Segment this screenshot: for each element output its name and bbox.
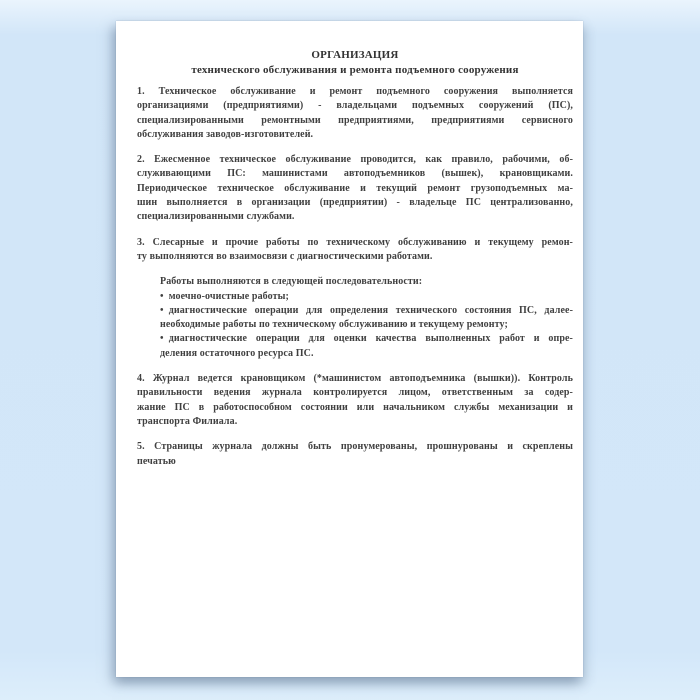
title-line-2: технического обслуживания и ремонта подъемного сооружения: [191, 63, 519, 76]
document-body: [137, 85, 573, 469]
text-line: специализированными службами.: [137, 211, 295, 223]
text-line: специализированными ремонтными предприятиями, предприятиями сервисного: [137, 114, 573, 126]
text-line: печатью: [137, 455, 176, 467]
paragraph-1: [137, 85, 573, 142]
title-line-1: ОРГАНИЗАЦИЯ: [311, 49, 399, 61]
text-line: 3. Слесарные и прочие работы по техническому обслуживанию и текущему ремон-: [137, 236, 573, 248]
paragraph-3: [137, 236, 573, 265]
text-line: 4. Журнал ведется крановщиком (*машинистом автоподъемника (вышки)). Контроль: [137, 373, 573, 385]
text-line: • диагностические операции для определения технического состояния ПС, далее-: [160, 304, 573, 316]
text-line: • моечно-очистные работы;: [160, 290, 289, 302]
paragraph-5: [137, 440, 573, 469]
text-line: Периодическое техническое обслуживание и текущий ремонт грузоподъемных ма-: [137, 182, 573, 194]
document-page: [116, 21, 583, 677]
paragraph-4: [137, 372, 573, 429]
text-line: 5. Страницы журнала должны быть пронумерованы, прошнурованы и скреплены: [137, 441, 573, 453]
paragraph-2: [137, 153, 573, 224]
work-sequence-list: [137, 275, 573, 361]
text-line: • диагностические операции для оценки качества выполненных работ и опре-: [160, 333, 573, 345]
text-line: правильности ведения журнала контролируется лицом, ответственным за содер-: [137, 387, 573, 399]
text-line: жание ПС в работоспособном состоянии или начальником службы механизации и: [137, 401, 573, 413]
text-line: транспорта Филиала.: [137, 415, 238, 427]
text-line: ту выполняются во взаимосвязи с диагностическими работами.: [137, 250, 433, 262]
text-line: 2. Ежесменное техническое обслуживание проводится, как правило, рабочими, об-: [137, 154, 573, 166]
text-line: необходимые работы по техническому обслуживанию и текущему ремонту;: [160, 319, 508, 331]
text-line: шин выполняется в организации (предприятии) - владельце ПС централизованно,: [137, 197, 573, 209]
text-line: деления остаточного ресурса ПС.: [160, 347, 314, 359]
document-title: [137, 48, 573, 77]
text-line: организациями (предприятиями) - владельцами подъемных сооружений (ПС),: [137, 100, 573, 112]
text-line: 1. Техническое обслуживание и ремонт подъемного сооружения выполняется: [137, 86, 573, 97]
text-line: обслуживания заводов-изготовителей.: [137, 128, 314, 140]
text-line: Работы выполняются в следующей последовательности:: [160, 276, 423, 288]
text-line: служивающими ПС: машинистами автоподъемников (вышек), крановщиками.: [137, 168, 573, 180]
